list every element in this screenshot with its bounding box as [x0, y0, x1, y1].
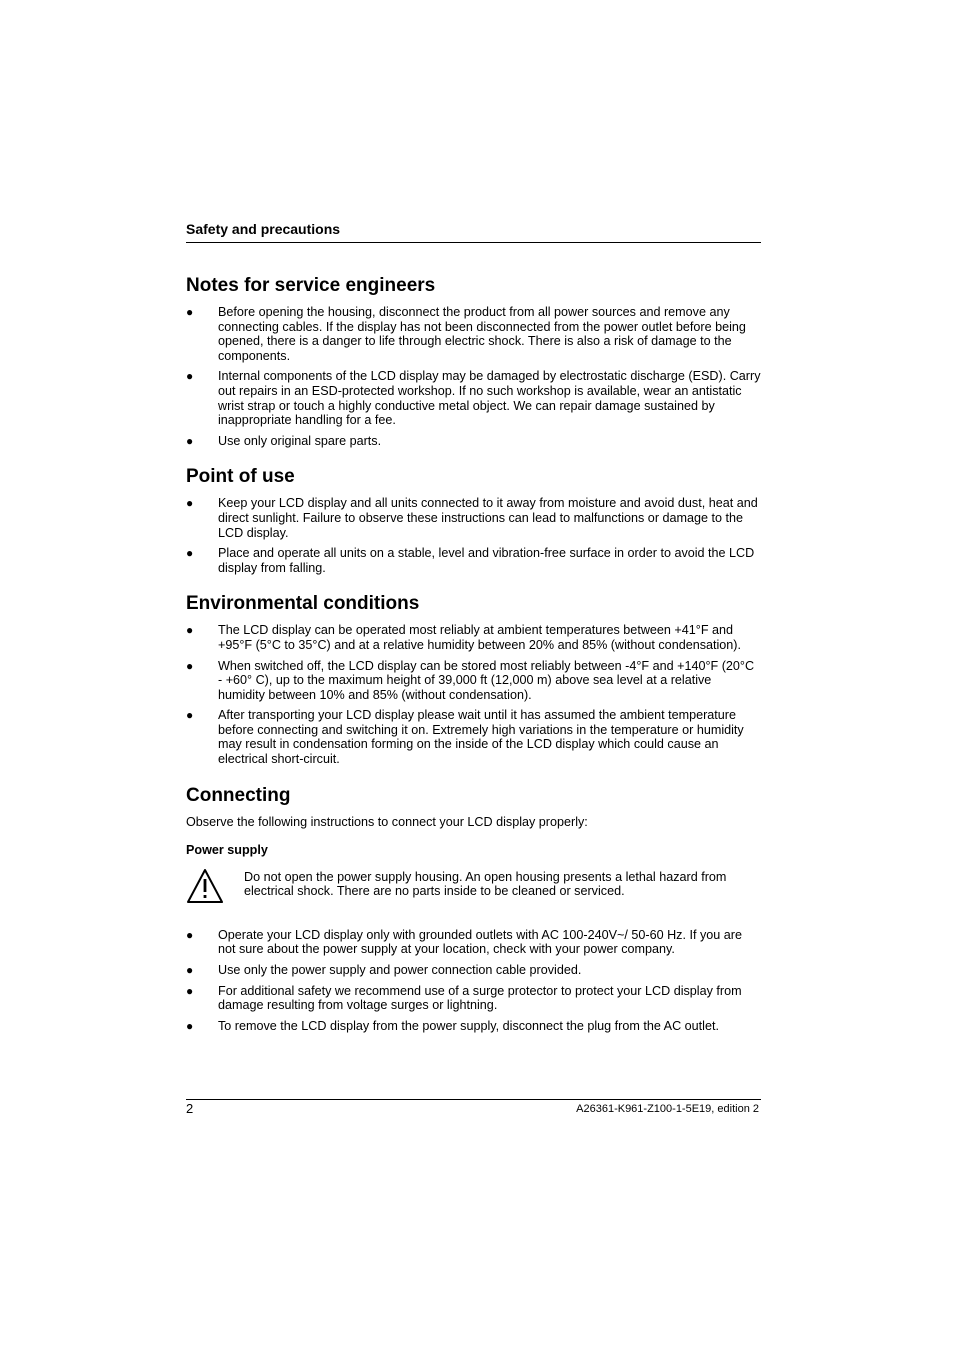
warning-note [186, 870, 761, 910]
bullet-icon: ● [186, 623, 194, 638]
list-item [186, 984, 761, 1013]
list-item [186, 434, 761, 449]
bullet-icon: ● [186, 658, 194, 673]
header-rule [186, 242, 761, 243]
document-id: A26361-K961-Z100-1-5E19, edition 2 [576, 1103, 759, 1115]
list-item-text: Internal components of the LCD display may be damaged by electrostatic discharge (ESD). Carry out repairs in an ESD-protected workshop. If no such workshop is available, wear an antistatic wrist strap or touch a highly conductive metal object. We can repair damage sustained by inappropriate handling for a fee. [218, 369, 761, 428]
section-service-engineers [186, 275, 761, 448]
list-item [186, 659, 761, 703]
bullet-icon: ● [186, 983, 194, 998]
section-title: Point of use [186, 466, 295, 488]
bullet-icon: ● [186, 496, 194, 511]
list-item [186, 928, 761, 957]
list-item-text: Operate your LCD display only with grounded outlets with AC 100-240V~/ 50-60 Hz. If you are not sure about the power supply at your location, check with your power company. [218, 927, 742, 957]
bullet-icon: ● [186, 1018, 194, 1033]
bullet-icon: ● [186, 927, 194, 942]
bullet-list [186, 623, 761, 766]
list-item [186, 708, 761, 766]
list-item-text: For additional safety we recommend use of a surge protector to protect your LCD display from damage resulting from voltage surges or lightning. [218, 983, 742, 1013]
list-item [186, 1019, 761, 1034]
page-content [186, 275, 761, 1051]
bullet-list [186, 305, 761, 448]
list-item-text: Use only the power supply and power connection cable provided. [218, 963, 582, 978]
bullet-icon: ● [186, 546, 194, 561]
warning-triangle-icon [186, 868, 224, 904]
bullet-icon: ● [186, 708, 194, 723]
list-item-text: Keep your LCD display and all units connected to it away from moisture and avoid dust, heat and direct sunlight. Failure to observe these instructions can lead to malfunctions or damage to the LCD display. [218, 496, 758, 540]
section-connecting [186, 785, 761, 1034]
bullet-list [186, 928, 761, 1034]
section-point-of-use [186, 466, 761, 575]
list-item [186, 496, 761, 540]
list-item-text: Place and operate all units on a stable, level and vibration-free surface in order to avoid the LCD display from falling. [218, 546, 755, 575]
bullet-icon: ● [186, 305, 194, 319]
section-title: Connecting [186, 784, 291, 806]
list-item-text: Use only original spare parts. [218, 433, 382, 448]
list-item-text: Before opening the housing, disconnect the product from all power sources and remove any connecting cables. If the display has not been disconnected from the power outlet before being opened, there is a danger to life through electric shock. There is also a risk of damage to the components. [218, 305, 746, 363]
list-item [186, 369, 761, 427]
list-item [186, 623, 761, 652]
bullet-icon: ● [186, 369, 194, 384]
list-item [186, 963, 761, 978]
warning-text: Do not open the power supply housing. An open housing presents a lethal hazard from electrical shock. There are no parts inside to be cleaned or serviced. [244, 869, 727, 899]
list-item-text: After transporting your LCD display please wait until it has assumed the ambient temperature before connecting and switching it on. Extremely high variations in the temperature or humidity may result in condensation forming on the inside of the LCD display which could cause an electrical short-circuit. [218, 708, 744, 767]
bullet-icon: ● [186, 963, 194, 978]
list-item [186, 546, 761, 575]
bullet-icon: ● [186, 433, 194, 448]
subsection-title: Power supply [186, 843, 268, 858]
bullet-list [186, 496, 761, 575]
list-item-text: To remove the LCD display from the power supply, disconnect the plug from the AC outlet. [218, 1018, 719, 1033]
list-item-text: The LCD display can be operated most reliably at ambient temperatures between +41°F and +95°F (5°C to 35°C) and at a relative humidity between 20% and 85% (without condensation). [218, 623, 742, 652]
section-title: Notes for service engineers [186, 275, 436, 296]
footer-rule [186, 1099, 761, 1100]
list-item [186, 305, 761, 363]
section-environmental-conditions [186, 593, 761, 766]
list-item-text: When switched off, the LCD display can be stored most reliably between -4°F and +140°F (20°C - +60° C), up to the maximum height of 39,000 ft (12,000 m) above sea level at a relative humidity between 10% and 85% (without condensation). [218, 658, 755, 702]
page-number: 2 [186, 1101, 194, 1116]
section-intro: Observe the following instructions to connect your LCD display properly: [186, 814, 588, 829]
running-header: Safety and precautions [186, 221, 341, 237]
section-title: Environmental conditions [186, 593, 420, 615]
